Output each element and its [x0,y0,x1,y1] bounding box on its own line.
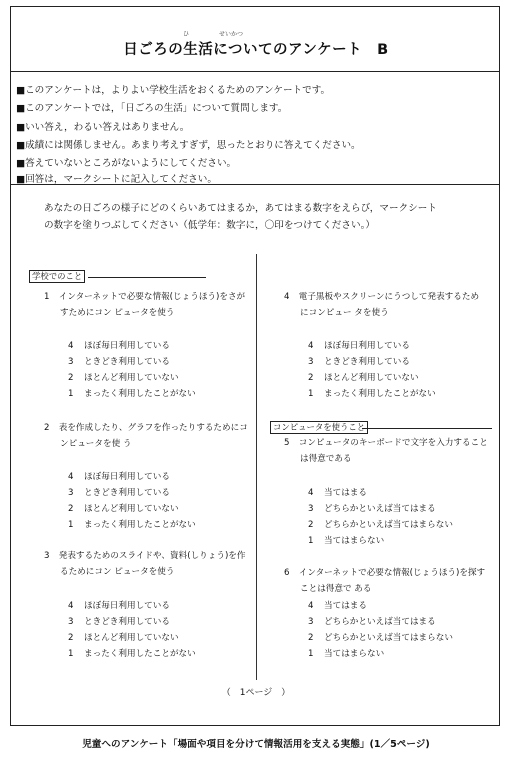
option-item[interactable] [68,371,196,387]
option-number: 3 [68,487,74,498]
instruction-line-1: あなたの日ごろの様子にどのくらいあてはまるか，あてはまる数字をえらび，マークシート [44,203,437,214]
question-text-line: インターネットで必要な情報(じょうほう)をさが [58,292,246,302]
section-label-school: 学校でのこと [29,270,85,283]
question-text-line: るためにコン ピュータを使う [60,566,175,577]
option-number: 3 [68,616,74,627]
title-ruby-hi: ひ [183,31,190,38]
question-text-line: インターネットで必要な情報(じょうほう)を探す [298,568,486,578]
option-number: 2 [308,372,314,383]
option-item[interactable] [68,355,196,371]
note-3: ■いい答え，わるい答えはありません。 [16,122,190,133]
question-text-line: 表を作成したり、グラフを作ったりするためにコ [58,423,248,433]
option-text: まったく利用したことがない [84,519,196,530]
question-text-line: 電子黒板やスクリーンにうつして発表するため [298,292,480,302]
document-footer: 児童へのアンケート「場面や項目を分けて情報活用を支える実態」(1／5ページ) [82,739,430,750]
option-text: ほぼ毎日利用している [84,341,170,351]
option-text: ときどき利用している [84,616,170,627]
option-item[interactable] [308,486,453,502]
notes-top-rule [11,71,499,72]
option-text: 当てはまらない [324,648,385,659]
question-2 [44,421,254,452]
notes-bottom-rule [11,184,499,185]
option-item[interactable] [308,534,453,550]
option-number: 3 [308,616,314,627]
question-1-options [68,339,196,403]
option-text: ほとんど利用していない [324,372,419,383]
option-number: 1 [308,388,314,399]
option-number: 2 [68,372,74,383]
question-5-options [308,486,453,550]
option-item[interactable] [308,615,453,631]
option-item[interactable] [308,647,453,663]
option-item[interactable] [308,502,453,518]
question-4 [284,290,496,321]
question-number: 2 [44,423,50,433]
option-item[interactable] [68,518,196,534]
option-text: まったく利用したことがない [84,388,196,399]
page-title: 日ごろの生活についてのアンケート B [123,42,389,58]
option-item[interactable] [68,486,196,502]
option-number: 4 [68,472,74,482]
note-1: ■このアンケートは，よりよい学校生活をおくるためのアンケートです。 [16,85,331,96]
question-text-line: 発表するためのスライドや、資料(しりょう)を作 [58,551,246,561]
note-5: ■答えていないところがないようにしてください。 [16,158,237,169]
question-3 [44,549,254,580]
option-item[interactable] [308,518,453,534]
note-4: ■成績には関係しません。あまり考えすぎず，思ったとおりに答えてください。 [16,140,361,151]
option-number: 4 [68,341,74,351]
option-number: 1 [68,519,74,530]
option-text: まったく利用したことがない [84,648,196,659]
page-number: （ 1ページ ） [221,688,291,698]
option-number: 4 [308,601,314,611]
question-number: 3 [44,551,50,561]
question-1 [44,290,254,321]
option-item[interactable] [68,470,196,486]
title-ruby-seikatsu: せいかつ [219,31,244,38]
question-text-line: は得意である [300,453,352,464]
option-text: 当てはまる [324,601,367,611]
option-number: 2 [308,519,314,530]
option-text: どちらかといえば当てはまらない [324,632,453,643]
option-text: ほとんど利用していない [84,503,179,514]
question-3-options [68,599,196,663]
question-text-line: コンピュータのキーボードで文字を入力すること [298,438,488,448]
option-item[interactable] [68,631,196,647]
question-number: 1 [44,292,50,302]
option-text: ときどき利用している [324,356,410,367]
option-text: どちらかといえば当てはまらない [324,519,453,530]
option-text: まったく利用したことがない [324,388,436,399]
option-text: ほとんど利用していない [84,372,179,383]
question-6 [284,566,496,597]
note-6: ■回答は，マークシートに記入してください。 [16,174,217,185]
option-item[interactable] [308,371,436,387]
option-text: ほぼ毎日利用している [84,601,170,611]
section-label-computer: コンピュータを使うこと [270,421,368,434]
note-2: ■このアンケートでは，「日ごろの生活」について質問します。 [16,103,288,114]
question-text-line: ンピュータを使 う [60,438,132,449]
option-text: ときどき利用している [84,487,170,498]
option-number: 3 [68,356,74,367]
option-number: 1 [308,535,314,546]
option-item[interactable] [308,355,436,371]
option-item[interactable] [308,631,453,647]
option-number: 4 [308,341,314,351]
question-number: 6 [284,568,290,578]
question-number: 5 [284,438,290,448]
question-5 [284,436,496,467]
option-number: 1 [68,648,74,659]
option-number: 2 [68,632,74,643]
option-number: 2 [308,632,314,643]
section-rule-computer [362,428,492,429]
option-text: ときどき利用している [84,356,170,367]
option-number: 2 [68,503,74,514]
option-text: 当てはまらない [324,535,385,546]
question-text-line: すためにコン ピュータを使う [60,307,175,318]
option-number: 4 [68,601,74,611]
option-item[interactable] [308,387,436,403]
option-text: ほぼ毎日利用している [84,472,170,482]
option-number: 1 [68,388,74,399]
option-text: ほぼ毎日利用している [324,341,410,351]
option-item[interactable] [68,615,196,631]
option-item[interactable] [68,387,196,403]
option-number: 1 [308,648,314,659]
question-text-line: にコンピュー タを使う [300,307,389,318]
question-number: 4 [284,292,290,302]
option-number: 3 [308,503,314,514]
option-text: どちらかといえば当てはまる [324,503,436,514]
option-item[interactable] [68,599,196,615]
option-item[interactable] [68,502,196,518]
question-4-options [308,339,436,403]
option-number: 4 [308,488,314,498]
option-text: どちらかといえば当てはまる [324,616,436,627]
option-item[interactable] [68,339,196,355]
option-text: ほとんど利用していない [84,632,179,643]
instruction-line-2: の数字を塗りつぶしてください（低学年：数字に，〇印をつけてください。） [44,220,375,231]
question-6-options [308,599,453,663]
option-number: 3 [308,356,314,367]
section-rule-school [88,277,206,278]
column-divider [256,254,257,680]
option-item[interactable] [308,339,436,355]
question-2-options [68,470,196,534]
option-text: 当てはまる [324,488,367,498]
option-item[interactable] [68,647,196,663]
option-item[interactable] [308,599,453,615]
question-text-line: ことは得意で ある [300,583,372,594]
